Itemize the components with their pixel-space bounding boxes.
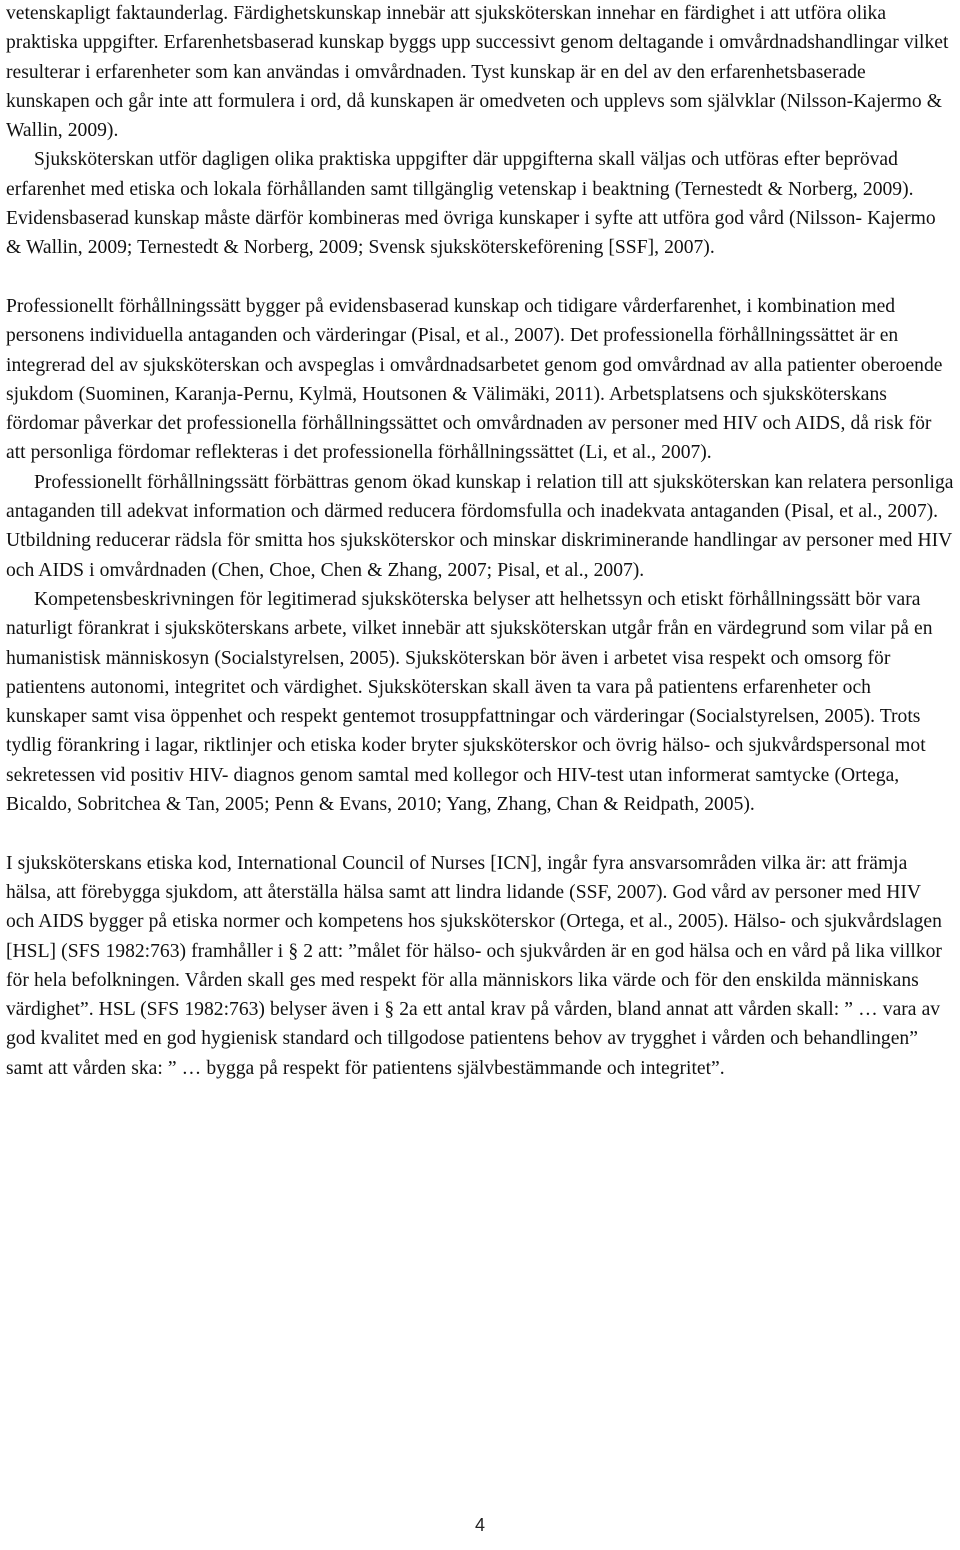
- paragraph-spacer: [6, 263, 954, 292]
- paragraph-practical-tasks: Sjuksköterskan utför dagligen olika praktiska uppgifter där uppgifterna skall väljas och utföras efter beprövad erfarenhet med etiska och lokala förhållanden samt tillgänglig vetenskap i beaktning (Ternestedt & Norberg, 2009). Evidensbaserad kunskap måste därför kombineras med övriga kunskaper i syfte att utföra god vård (Nilsson- Kajermo & Wallin, 2009; Ternestedt & Norberg, 2009; Svensk sjuksköterskeförening [SSF], 2007).: [6, 149, 936, 259]
- paragraph-competence-description: Kompetensbeskrivningen för legitimerad sjuksköterska belyser att helhetssyn och etiskt förhållningssätt bör vara naturligt förankrat i sjuksköterskans arbete, vilket innebär att sjuksköterskan utgår från en värdegrund som vilar på en humanistisk människosyn (Socialstyrelsen, 2005). Sjuksköterskan bör även i arbetet visa respekt och omsorg för patientens autonomi, integritet och värdighet. Sjuksköterskan skall även ta vara på patientens erfarenheter och kunskaper samt visa öppenhet och respekt gentemot trosuppfattningar och värderingar (Socialstyrelsen, 2005). Trots tydlig förankring i lagar, riktlinjer och etiska koder bryter sjuksköterskor och övrig hälso- och sjukvårdspersonal mot sekretessen vid positiv HIV- diagnos genom samtal med kollegor och HIV-test utan informerat samtycke (Ortega, Bicaldo, Sobritchea & Tan, 2005; Penn & Evans, 2010; Yang, Zhang, Chan & Reidpath, 2005).: [6, 588, 933, 816]
- document-body: [6, 0, 954, 1083]
- paragraph-improved-approach: Professionellt förhållningssätt förbättras genom ökad kunskap i relation till att sjuksköterskan kan relatera personliga antaganden till adekvat information och därmed reducera fördomsfulla och inadekvata antaganden (Pisal, et al., 2007). Utbildning reducerar rädsla för smitta hos sjuksköterskor och minskar diskriminerande handlingar av personer med HIV och AIDS i omvårdnaden (Chen, Choe, Chen & Zhang, 2007; Pisal, et al., 2007).: [6, 471, 954, 581]
- paragraph-knowledge-types: vetenskapligt faktaunderlag. Färdighetskunskap innebär att sjuksköterskan innehar en färdighet i att utföra olika praktiska uppgifter. Erfarenhetsbaserad kunskap byggs upp successivt genom deltagande i omvårdnadshandlingar vilket resulterar i erfarenheter som kan användas i omvårdnaden. Tyst kunskap är en del av den erfarenhetsbaserade kunskapen och går inte att formulera i ord, då kunskapen är omedveten och upplevs som självklar (Nilsson-Kajermo & Wallin, 2009).: [6, 3, 949, 142]
- paragraph-professional-approach: Professionellt förhållningssätt bygger på evidensbaserad kunskap och tidigare vårderfarenhet, i kombination med personens individuella antaganden och värderingar (Pisal, et al., 2007). Det professionella förhållningssättet är en integrerad del av sjuksköterskan och avspeglas i omvårdnadsarbetet genom god omvårdnad av alla patienter oberoende sjukdom (Suominen, Karanja-Pernu, Kylmä, Houtsonen & Välimäki, 2011). Arbetsplatsens och sjuksköterskans fördomar påverkar det professionella förhållningssättet och omvårdnaden av personer med HIV och AIDS, då risk för att personliga fördomar reflekteras i det professionella förhållningssättet (Li, et al., 2007).: [6, 295, 943, 464]
- paragraph-spacer: [6, 819, 954, 848]
- paragraph-ethical-code: I sjuksköterskans etiska kod, International Council of Nurses [ICN], ingår fyra ansvarsområden vilka är: att främja hälsa, att förebygga sjukdom, att återställa hälsa samt att lindra lidande (SSF, 2007). God vård av personer med HIV och AIDS bygger på etiska normer och kompetens hos sjuksköterskor (Ortega, et al., 2005). Hälso- och sjukvårdslagen [HSL] (SFS 1982:763) framhåller i § 2 att: ”målet för hälso- och sjukvården är en god hälsa och en vård på lika villkor för hela befolkningen. Vården skall ges med respekt för alla människors lika värde och för den enskilda människans värdighet”. HSL (SFS 1982:763) belyser även i § 2a ett antal krav på vården, bland annat att vården skall: ” … vara av god kvalitet med en god hygienisk standard och tillgodose patientens behov av trygghet i vården och behandlingen” samt att vården ska: ” … bygga på respekt för patientens självbestämmande och integritet”.: [6, 852, 942, 1079]
- page-number: 4: [474, 1515, 485, 1535]
- document-page: [6, 0, 954, 1550]
